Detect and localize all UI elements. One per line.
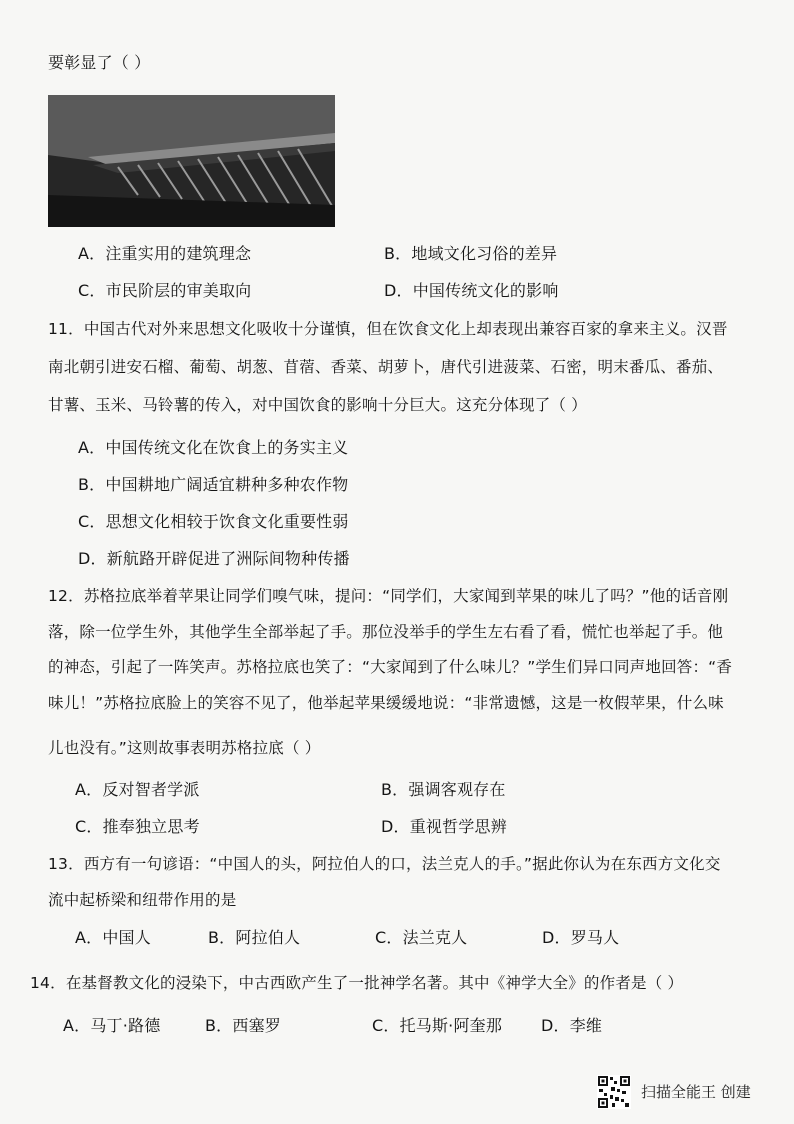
q11-option-c[interactable]: C．思想文化相较于饮食文化重要性弱 [78, 512, 349, 531]
q11-option-d[interactable]: D．新航路开辟促进了洲际间物种传播 [78, 549, 350, 568]
q12-stem-line-4: 味儿！”苏格拉底脸上的笑容不见了，他举起苹果缓缓地说：“非常遗憾，这是一枚假苹果，什么味 [48, 694, 724, 712]
q13-option-d[interactable]: D．罗马人 [542, 928, 620, 947]
q12-option-b[interactable]: B．强调客观存在 [381, 780, 506, 799]
q10-option-a[interactable]: A．注重实用的建筑理念 [78, 244, 252, 263]
roof-eaves-illustration [48, 95, 335, 227]
q14-option-c[interactable]: C．托马斯·阿奎那 [372, 1016, 503, 1035]
q13-option-c[interactable]: C．法兰克人 [375, 928, 468, 947]
q14-option-d[interactable]: D．李维 [541, 1016, 603, 1035]
q12-stem-line-2: 落，除一位学生外，其他学生全部举起了手。那位没举手的学生左右看了看，慌忙也举起了手。他 [48, 623, 724, 641]
q12-stem-line-5: 儿也没有。”这则故事表明苏格拉底（ ） [48, 739, 321, 757]
q10-option-c[interactable]: C．市民阶层的审美取向 [78, 281, 252, 300]
q13-stem-line-2: 流中起桥梁和纽带作用的是 [48, 891, 237, 909]
q11-option-a[interactable]: A．中国传统文化在饮食上的务实主义 [78, 438, 349, 457]
scanner-watermark-text: 扫描全能王 创建 [641, 1083, 751, 1101]
q11-stem-line-3: 甘薯、玉米、马铃薯的传入，对中国饮食的影响十分巨大。这充分体现了（ ） [48, 396, 587, 414]
roof-eaves-photo [48, 95, 335, 227]
qr-code-icon [597, 1075, 631, 1109]
q13-stem-line-1: 13．西方有一句谚语：“中国人的头，阿拉伯人的口，法兰克人的手。”据此你认为在东西方文化交 [48, 855, 721, 873]
q12-option-a[interactable]: A．反对智者学派 [75, 780, 200, 799]
intro-line: 要彰显了（ ） [48, 53, 151, 72]
q12-option-c[interactable]: C．推奉独立思考 [75, 817, 200, 836]
q12-stem-line-1: 12．苏格拉底举着苹果让同学们嗅气味，提问：“同学们，大家闻到苹果的味儿了吗？”他的话音刚 [48, 587, 729, 605]
q10-option-d[interactable]: D．中国传统文化的影响 [384, 281, 559, 300]
q13-option-a[interactable]: A．中国人 [75, 928, 151, 947]
q13-option-b[interactable]: B．阿拉伯人 [208, 928, 301, 947]
q11-option-b[interactable]: B．中国耕地广阔适宜耕种多种农作物 [78, 475, 349, 494]
q11-stem-line-1: 11．中国古代对外来思想文化吸收十分谨慎，但在饮食文化上却表现出兼容百家的拿来主义。汉晋 [48, 320, 728, 338]
q10-option-b[interactable]: B．地域文化习俗的差异 [384, 244, 558, 263]
q14-option-b[interactable]: B．西塞罗 [205, 1016, 281, 1035]
q12-stem-line-3: 的神态，引起了一阵笑声。苏格拉底也笑了：“大家闻到了什么味儿？”学生们异口同声地回答：“香 [48, 658, 733, 676]
q11-stem-line-2: 南北朝引进安石榴、葡萄、胡葱、苜蓿、香菜、胡萝卜，唐代引进菠菜、石密，明末番瓜、番茄、 [48, 358, 724, 376]
q12-option-d[interactable]: D．重视哲学思辨 [381, 817, 507, 836]
q14-option-a[interactable]: A．马丁·路德 [63, 1016, 161, 1035]
q14-stem-line-1: 14．在基督教文化的浸染下，中古西欧产生了一批神学名著。其中《神学大全》的作者是（ ） [30, 974, 684, 992]
